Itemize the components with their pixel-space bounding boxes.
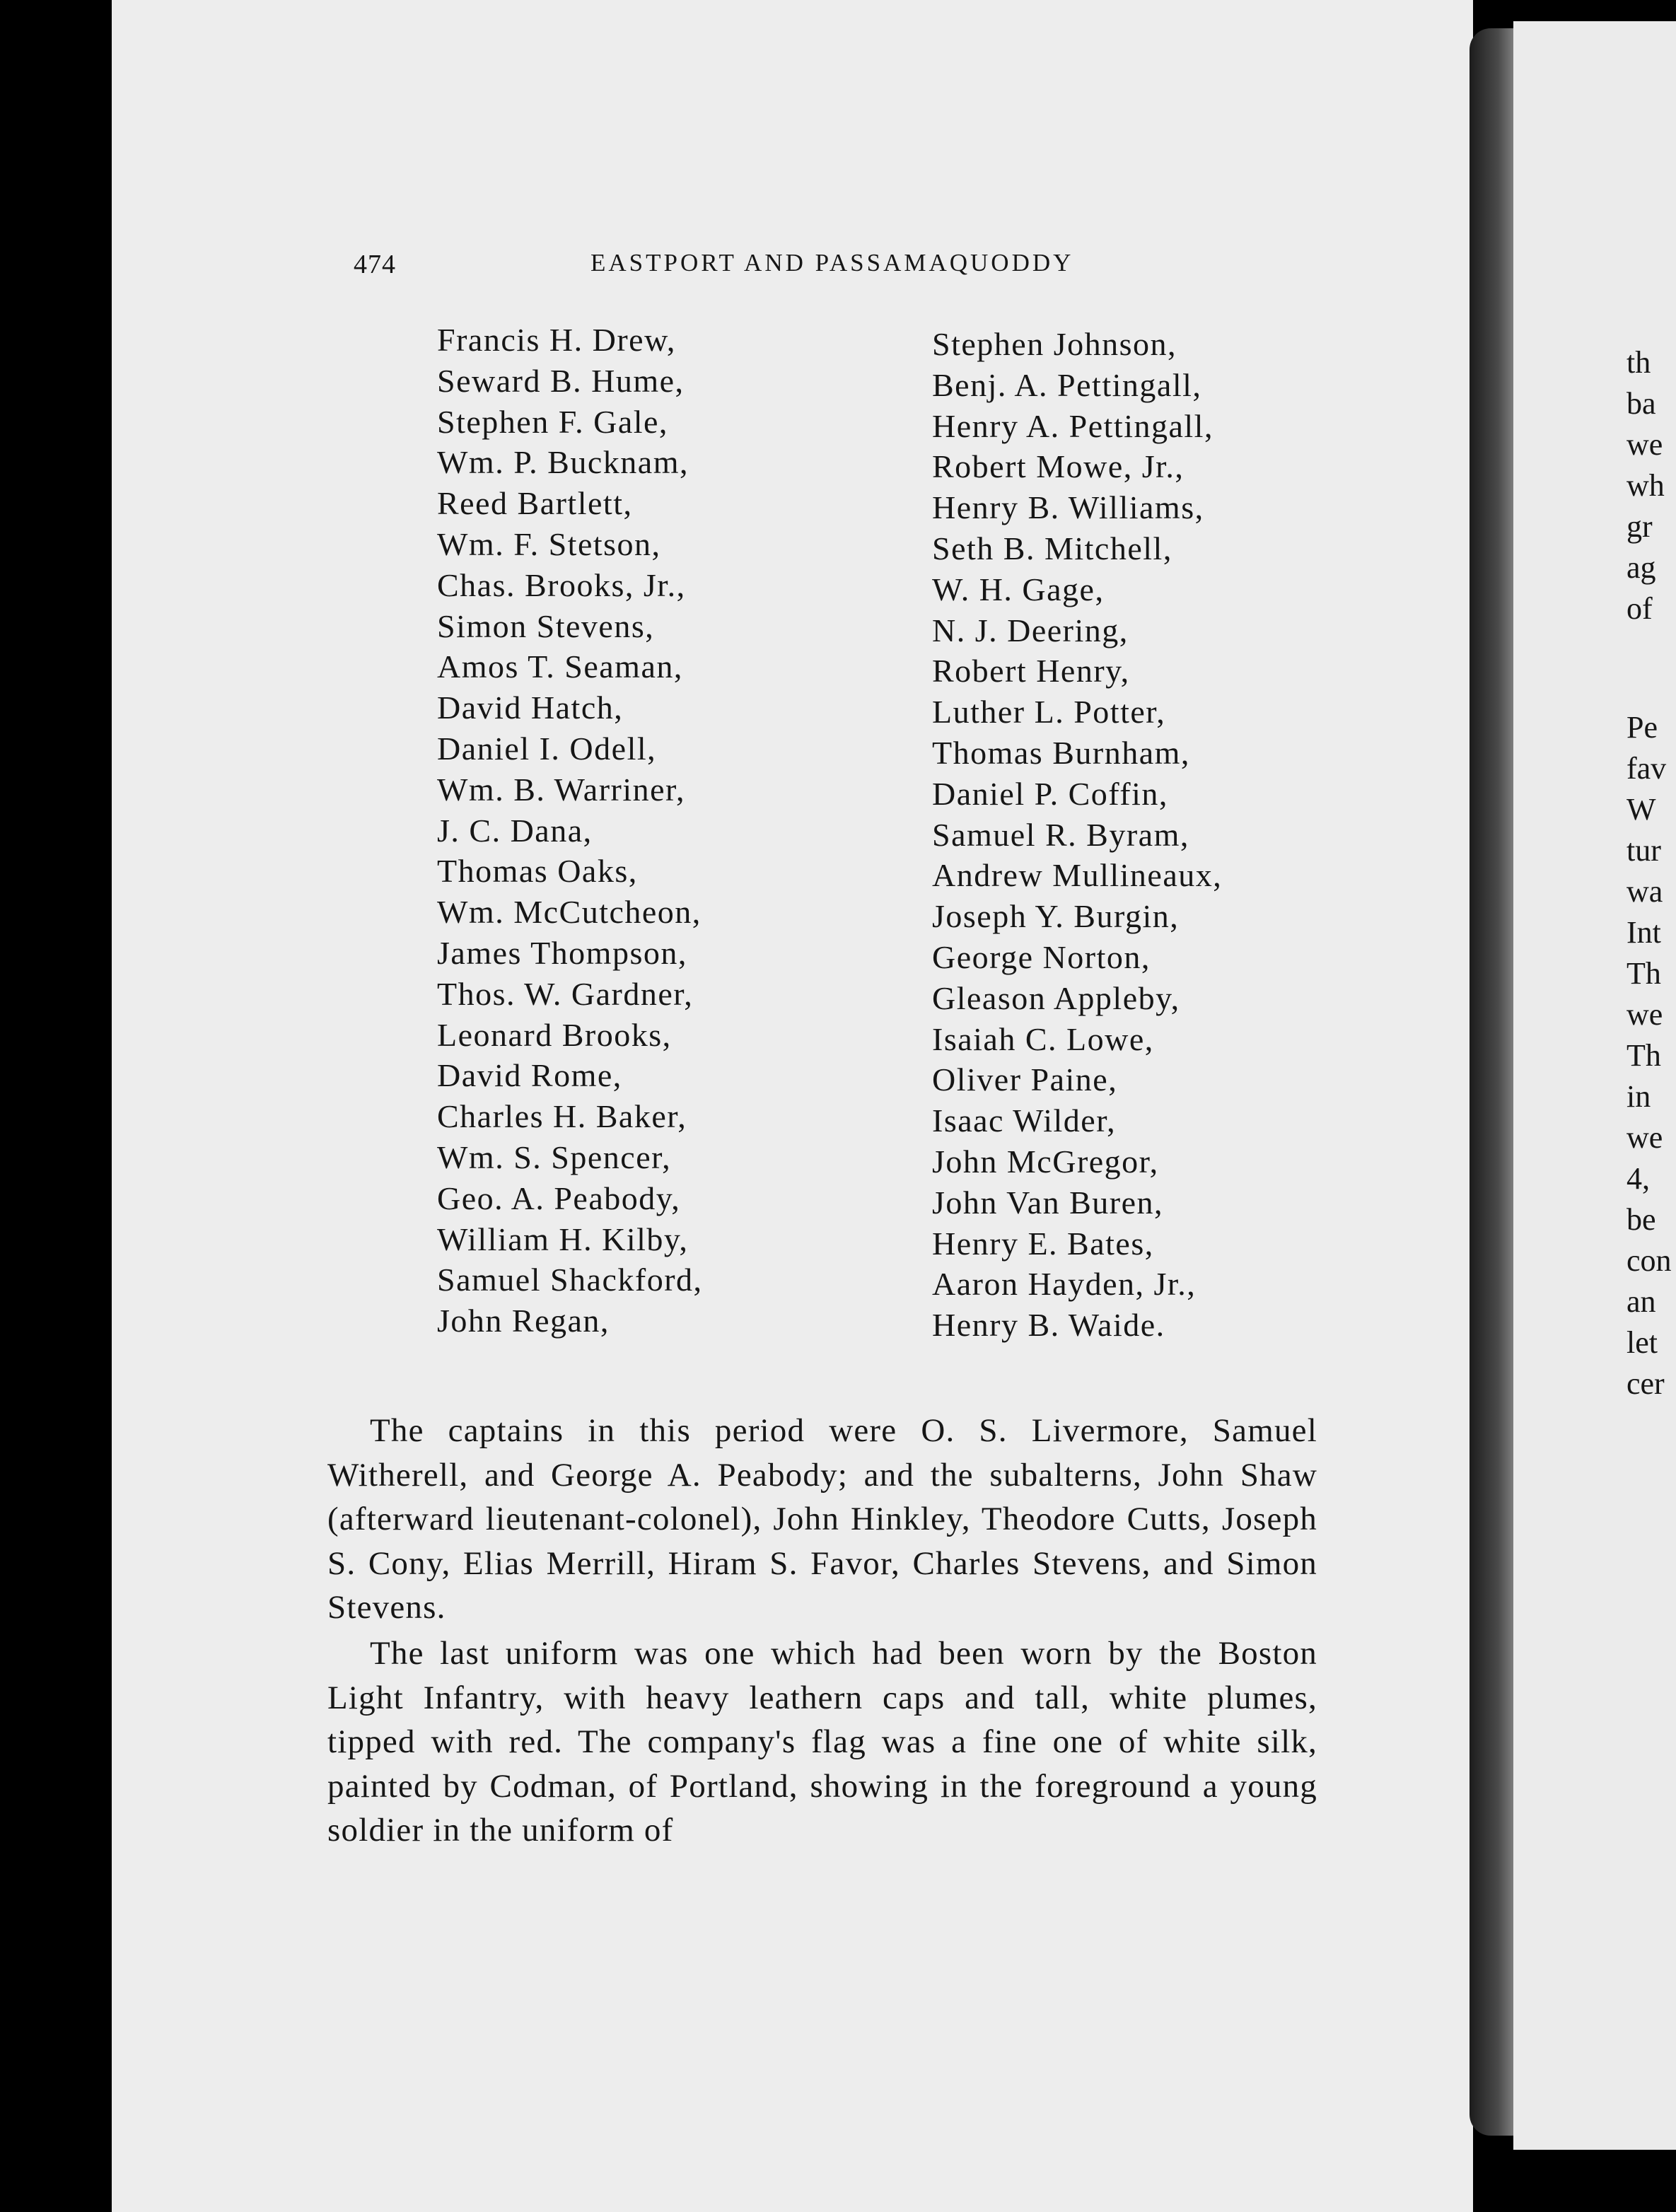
name-entry: Daniel P. Coffin, <box>932 775 1168 812</box>
name-entry: Benj. A. Pettingall, <box>932 366 1202 403</box>
facing-line-fragment: th <box>1626 345 1651 380</box>
name-entry: Thos. W. Gardner, <box>437 975 694 1012</box>
name-entry: Chas. Brooks, Jr., <box>437 566 686 603</box>
name-entry: Thomas Oaks, <box>437 853 638 890</box>
paragraph-captains: The captains in this period were O. S. Livermore, Samuel Witherell, and George A. Peabody; and the subalterns, John Shaw (afterward lieutenant-colonel), John Hinkley, Theodore Cutts, Joseph S. Cony, Elias Merrill, Hiram S. Favor, Charles Stevens, and Simon Stevens. <box>327 1412 1317 1626</box>
facing-page-text-block <box>1626 707 1672 1404</box>
facing-line-fragment: we <box>1626 1120 1663 1155</box>
name-entry: Samuel Shackford, <box>437 1262 703 1298</box>
facing-line-fragment: we <box>1626 997 1663 1032</box>
name-entry: Daniel I. Odell, <box>437 730 657 767</box>
name-entry: Andrew Mullineaux, <box>932 857 1223 894</box>
name-entry: Samuel R. Byram, <box>932 816 1189 853</box>
name-entry: Joseph Y. Burgin, <box>932 898 1180 935</box>
facing-line-fragment: con <box>1626 1243 1672 1278</box>
names-column-left <box>437 320 703 1341</box>
book-page <box>112 0 1473 2212</box>
name-entry: W. H. Gage, <box>932 571 1105 607</box>
facing-page-text-block <box>1626 342 1665 629</box>
name-entry: N. J. Deering, <box>932 612 1129 648</box>
name-entry: Simon Stevens, <box>437 607 655 644</box>
name-entry: John Regan, <box>437 1303 610 1339</box>
facing-line-fragment: Th <box>1626 956 1661 991</box>
facing-line-fragment: be <box>1626 1202 1656 1237</box>
facing-line-fragment: an <box>1626 1284 1656 1319</box>
name-entry: John Van Buren, <box>932 1184 1164 1221</box>
running-head: EASTPORT AND PASSAMAQUODDY <box>590 249 1074 276</box>
name-entry: Robert Henry, <box>932 653 1130 689</box>
paragraph-uniform: The last uniform was one which had been worn by the Boston Light Infantry, with heavy leathern caps and tall, white plumes, tipped with red. The company's flag was a fine one of white silk, painted by Codman, of Portland, showing in the foreground a young soldier in the uniform of <box>327 1635 1317 1849</box>
name-entry: Wm. McCutcheon, <box>437 894 702 931</box>
facing-line-fragment: in <box>1626 1079 1651 1114</box>
name-entry: George Norton, <box>932 938 1151 975</box>
names-column-right <box>932 324 1222 1346</box>
name-entry: David Hatch, <box>437 689 624 726</box>
name-entry: Gleason Appleby, <box>932 979 1180 1016</box>
name-entry: Isaac Wilder, <box>932 1102 1117 1139</box>
name-entry: Henry B. Williams, <box>932 489 1204 526</box>
facing-line-fragment: cer <box>1626 1366 1665 1401</box>
facing-line-fragment: Pe <box>1626 710 1658 745</box>
name-entry: Seth B. Mitchell, <box>932 530 1172 566</box>
facing-line-fragment: of <box>1626 591 1653 626</box>
name-entry: Luther L. Potter, <box>932 694 1166 730</box>
name-entry: Charles H. Baker, <box>437 1098 687 1135</box>
name-entry: Isaiah C. Lowe, <box>932 1020 1154 1057</box>
facing-line-fragment: W <box>1626 792 1656 827</box>
facing-line-fragment: ag <box>1626 550 1656 585</box>
name-entry: William H. Kilby, <box>437 1221 689 1257</box>
name-entry: Stephen Johnson, <box>932 326 1177 362</box>
name-entry: Thomas Burnham, <box>932 734 1190 771</box>
facing-line-fragment: we <box>1626 427 1663 462</box>
name-entry: Amos T. Seaman, <box>437 648 683 685</box>
name-entry: Oliver Paine, <box>932 1061 1118 1098</box>
name-entry: John McGregor, <box>932 1143 1159 1180</box>
facing-line-fragment: let <box>1626 1325 1658 1360</box>
name-entry: Robert Mowe, Jr., <box>932 448 1185 485</box>
page-number: 474 <box>354 250 396 279</box>
name-entry: Henry E. Bates, <box>932 1225 1154 1262</box>
facing-line-fragment: Int <box>1626 915 1661 950</box>
name-entry: Francis H. Drew, <box>437 322 676 358</box>
name-entry: Henry A. Pettingall, <box>932 407 1214 444</box>
facing-line-fragment: Th <box>1626 1038 1661 1073</box>
name-entry: Leonard Brooks, <box>437 1016 672 1053</box>
name-entry: Wm. F. Stetson, <box>437 525 661 562</box>
name-entry: Reed Bartlett, <box>437 485 633 522</box>
name-entry: Aaron Hayden, Jr., <box>932 1266 1197 1303</box>
facing-line-fragment: fav <box>1626 751 1667 786</box>
name-entry: Henry B. Waide. <box>932 1307 1165 1344</box>
name-entry: Wm. B. Warriner, <box>437 771 686 808</box>
facing-line-fragment: wh <box>1626 468 1665 503</box>
name-entry: Geo. A. Peabody, <box>437 1180 681 1216</box>
name-entry: Wm. S. Spencer, <box>437 1139 672 1175</box>
facing-line-fragment: gr <box>1626 509 1653 544</box>
facing-line-fragment: 4, <box>1626 1161 1650 1196</box>
name-entry: James Thompson, <box>437 934 687 971</box>
facing-line-fragment: ba <box>1626 386 1656 421</box>
name-entry: Wm. P. Bucknam, <box>437 444 689 481</box>
name-entry: J. C. Dana, <box>437 812 593 849</box>
name-entry: David Rome, <box>437 1057 622 1094</box>
facing-line-fragment: tur <box>1626 833 1661 868</box>
name-entry: Seward B. Hume, <box>437 362 685 399</box>
name-entry: Stephen F. Gale, <box>437 403 668 440</box>
facing-line-fragment: wa <box>1626 874 1663 909</box>
